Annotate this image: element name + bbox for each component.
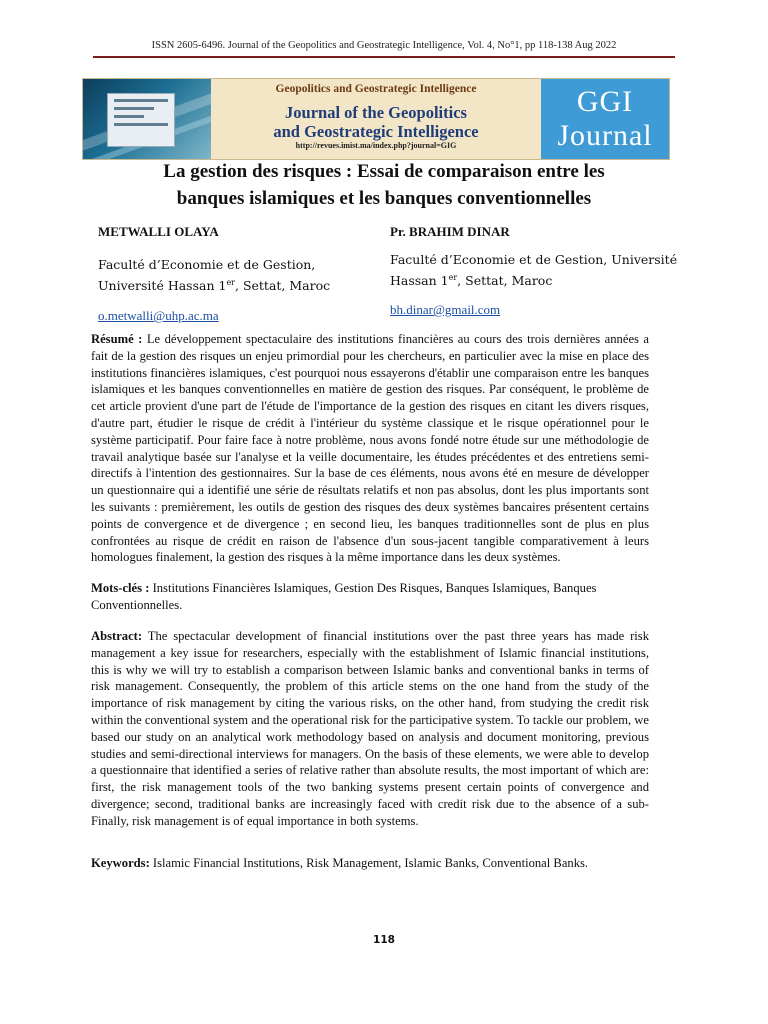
journal-cover-image	[83, 79, 211, 159]
author-1	[98, 223, 368, 325]
resume-paragraph	[91, 331, 649, 566]
journal-citation: ISSN 2605-6496. Journal of the Geopolitics and Geostrategic Intelligence, Vol. 4, No°1, pp 118-138 Aug 2022	[151, 40, 617, 51]
resume-label: Résumé :	[91, 332, 143, 346]
header-rule	[93, 56, 675, 58]
resume-text: Le développement spectaculaire des institutions financières au cours des trois dernières années a fait de la gestion des risques un enjeu primordial pour les chercheurs, en particulier avec la mise en place des institutions financières islamiques, c'est pourquoi nous essayerons d'établir une comparaison entre les banques islamiques et les banques conventionnelles en matière de gestion des risques. Par conséquent, le problème de cet article provient d'une part de l'étude de l'importance de la gestion des risques en citant les divers risques, d'autre part, étudier le risque de crédit à l'intérieur du système classique et le risque opérationnel pour le système participatif. Pour faire face à notre problème, nous avons fondé notre étude sur une méthodologie de travail analytique basée sur l'analyse et la veille documentaire, les études précédentes et des entretiens semi-directifs à l'intention des gestionnaires. Sur la base de ces éléments, nous avons été en mesure de développer un questionnaire qui a identifié une série de résultats relatifs et non pas absolus, dont les plus importants sont les suivants : premièrement, les outils de gestion des risques des deux systèmes bancaires présentent certains points de convergence et de divergence ; en second lieu, les banques traditionnelles sont de plus en plus confrontées au risque de crédit en raison de l'absence d'un sous-jacent tangible comparativement à leurs homologues finalement, la gestion des risques à la même importance dans les deux systèmes.	[91, 332, 650, 565]
abstract-text: The spectacular development of financial institutions over the past three years has made risk management a key issue for researchers, especially with the establishment of Islamic financial institutions, this is why we will try to establish a comparison between Islamic banks and conventional banks in terms of risk management. Consequently, the problem of this article stems on the one hand from the study of the importance of risk management by citing the various risks, on the other hand, from studying the credit risk within the conventional system and the operational risk for the participative system. To tackle our problem, we based our study on an analytical work methodology based on analysis and document monitoring, previous studies and semi-directional interviews for managers. On the basis of these elements, we were able to develop a questionnaire that identified a series of relative rather than absolute results, the most important of which are: first, the risk management tools of the two banking systems present certain points of convergence and divergence; second, traditional banks are increasingly faced with credit risk due to the absence of a sub-Finally, risk management is of equal importance in both systems.	[91, 629, 650, 828]
banner-url: http://revues.imist.ma/index.php?journal=GIG	[295, 141, 457, 150]
author-2	[390, 223, 690, 319]
ggi-journal-logo: GGI Journal	[541, 79, 669, 159]
journal-banner	[82, 78, 670, 160]
mots-cles-paragraph	[91, 580, 649, 614]
abstract-paragraph	[91, 628, 649, 830]
keywords-text: Islamic Financial Institutions, Risk Management, Islamic Banks, Conventional Banks.	[152, 856, 589, 870]
banner-journal-title: Journal of the Geopolitics and Geostrategic Intelligence	[273, 103, 479, 141]
author-name: METWALLI OLAYA	[98, 224, 219, 239]
mots-cles-text: Institutions Financières Islamiques, Gestion Des Risques, Banques Islamiques, Banques Conventionnelles.	[91, 581, 597, 612]
author-affiliation: Faculté d’Economie et de Gestion, Université Hassan 1er, Settat, Maroc	[98, 257, 331, 294]
author-affiliation: Faculté d’Economie et de Gestion, Université Hassan 1er, Settat, Maroc	[390, 252, 678, 289]
keywords-label: Keywords:	[91, 856, 150, 870]
abstract-label: Abstract:	[91, 629, 143, 643]
article-title: La gestion des risques : Essai de comparaison entre les banques islamiques et les banques conventionnelles	[163, 161, 605, 209]
banner-center	[211, 79, 541, 159]
banner-top-text: Geopolitics and Geostrategic Intelligence	[275, 83, 477, 95]
author-email-link[interactable]: bh.dinar@gmail.com	[390, 302, 501, 318]
page-number: 118	[373, 934, 395, 946]
keywords-paragraph	[91, 855, 621, 872]
mots-cles-label: Mots-clés :	[91, 581, 150, 595]
author-name: Pr. BRAHIM DINAR	[390, 224, 510, 239]
author-email-link[interactable]: o.metwalli@uhp.ac.ma	[98, 308, 219, 324]
